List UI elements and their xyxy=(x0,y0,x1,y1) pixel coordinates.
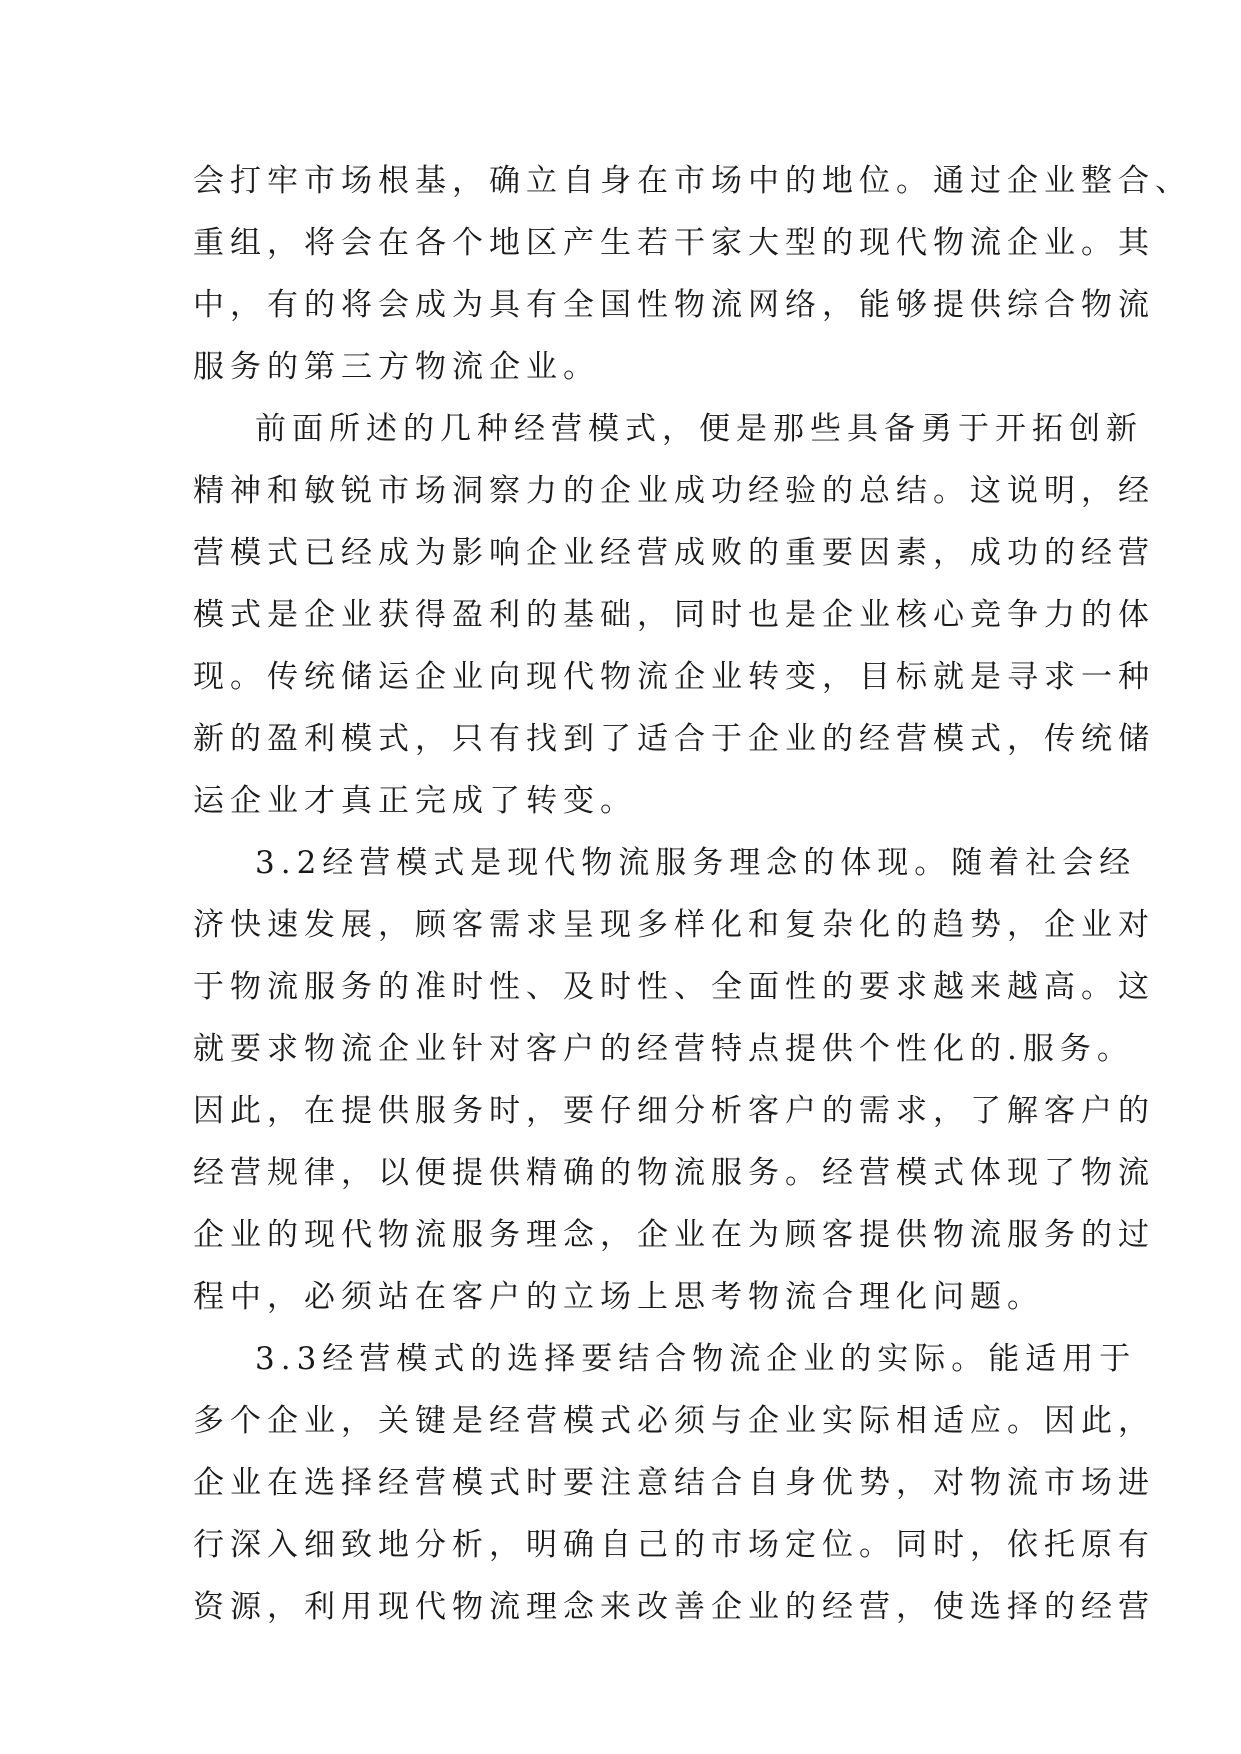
text-line: 运企业才真正完成了转变。 xyxy=(193,783,637,819)
text-line: 企业的现代物流服务理念，企业在为顾客提供物流服务的过 xyxy=(193,1217,1155,1253)
text-line: 新的盈利模式，只有找到了适合于企业的经营模式，传统储 xyxy=(193,721,1155,757)
body-text xyxy=(193,150,1192,1638)
text-line: 服务的第三方物流企业。 xyxy=(193,349,600,385)
text-line: 程中，必须站在客户的立场上思考物流合理化问题。 xyxy=(193,1279,1044,1315)
text-line: 中，有的将会成为具有全国性物流网络，能够提供综合物流 xyxy=(193,287,1155,323)
text-line: 就要求物流企业针对客户的经营特点提供个性化的.服务。 xyxy=(193,1031,1134,1067)
text-line: 资源，利用现代物流理念来改善企业的经营，使选择的经营 xyxy=(193,1589,1155,1625)
text-line: 济快速发展，顾客需求呈现多样化和复杂化的趋势，企业对 xyxy=(193,907,1155,943)
text-line: 营模式已经成为影响企业经营成败的重要因素，成功的经营 xyxy=(193,535,1155,571)
text-line: 现。传统储运企业向现代物流企业转变，目标就是寻求一种 xyxy=(193,659,1155,695)
text-line: 因此，在提供服务时，要仔细分析客户的需求，了解客户的 xyxy=(193,1093,1155,1129)
text-line: 3.2经营模式是现代物流服务理念的体现。随着社会经 xyxy=(255,845,1137,881)
text-line: 模式是企业获得盈利的基础，同时也是企业核心竞争力的体 xyxy=(193,597,1155,633)
text-line: 重组，将会在各个地区产生若干家大型的现代物流企业。其 xyxy=(193,225,1155,261)
text-line: 经营规律，以便提供精确的物流服务。经营模式体现了物流 xyxy=(193,1155,1155,1191)
text-line: 多个企业，关键是经营模式必须与企业实际相适应。因此， xyxy=(193,1403,1155,1439)
text-line: 于物流服务的准时性、及时性、全面性的要求越来越高。这 xyxy=(193,969,1155,1005)
text-line: 会打牢市场根基，确立自身在市场中的地位。通过企业整合、 xyxy=(193,163,1192,199)
text-line: 3.3经营模式的选择要结合物流企业的实际。能适用于 xyxy=(255,1341,1137,1377)
text-line: 前面所述的几种经营模式，便是那些具备勇于开拓创新 xyxy=(255,411,1143,447)
text-line: 企业在选择经营模式时要注意结合自身优势，对物流市场进 xyxy=(193,1465,1155,1501)
text-line: 精神和敏锐市场洞察力的企业成功经验的总结。这说明，经 xyxy=(193,473,1155,509)
text-line: 行深入细致地分析，明确自己的市场定位。同时，依托原有 xyxy=(193,1527,1155,1563)
